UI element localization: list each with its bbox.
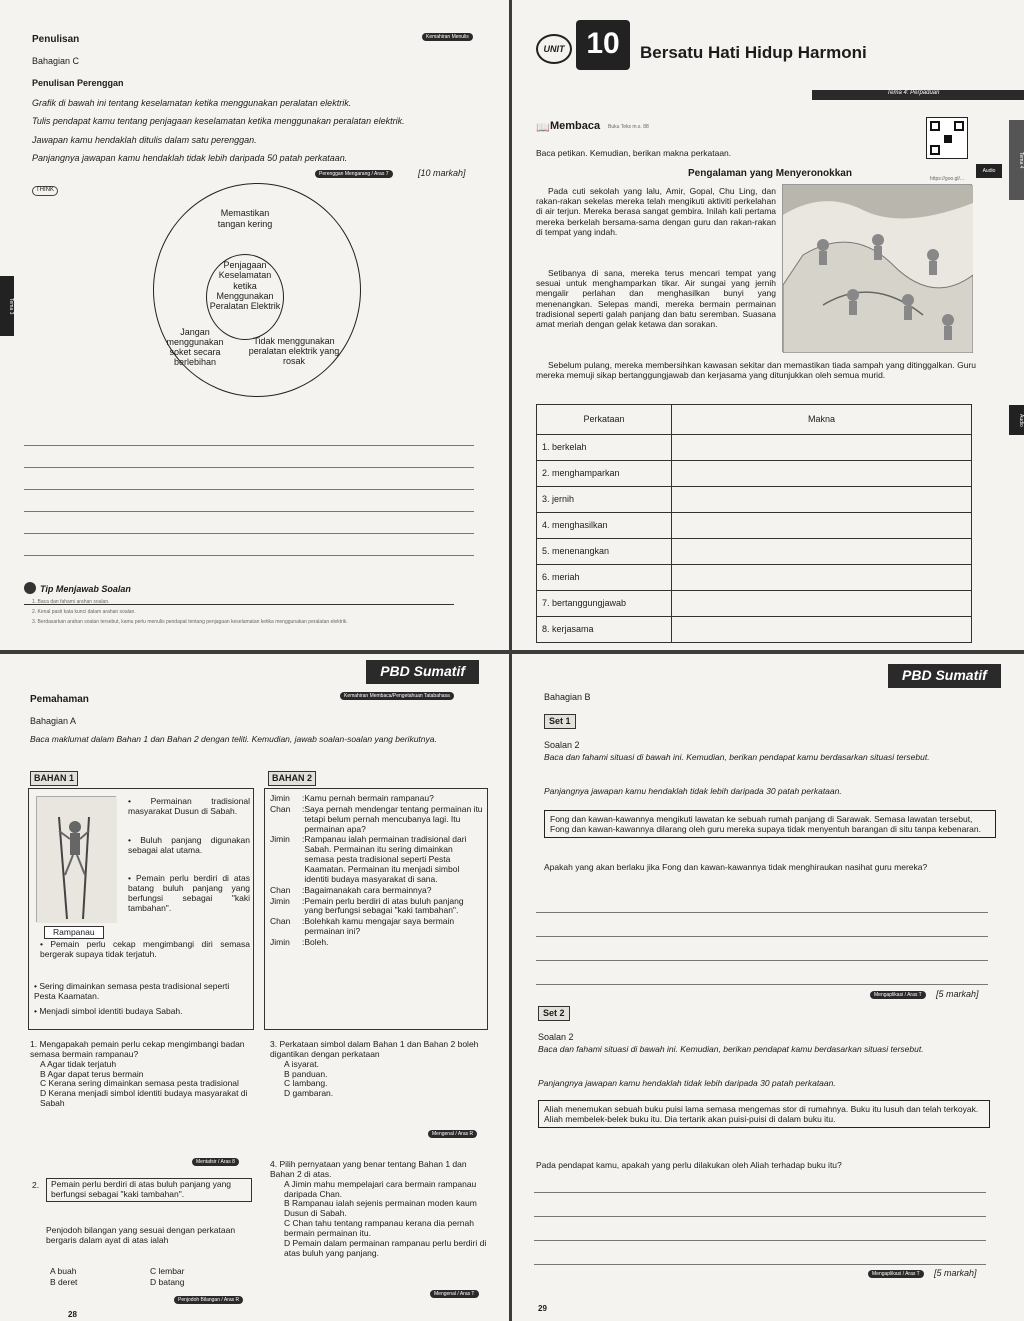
unit-label: UNIT xyxy=(536,34,572,64)
answer-cell[interactable] xyxy=(672,435,972,461)
answer-line[interactable] xyxy=(536,984,988,985)
audio-button[interactable]: Audio xyxy=(976,164,1002,178)
table-row: 5. menenangkan xyxy=(537,539,672,565)
option-c[interactable]: C lembar xyxy=(150,1266,185,1276)
page-number: 29 xyxy=(538,1304,547,1313)
marks: [10 markah] xyxy=(418,168,466,178)
table-row: 7. bertanggungjawab xyxy=(537,591,672,617)
reading-instruction: Baca petikan. Kemudian, berikan makna perkataan. xyxy=(536,148,732,158)
option-a[interactable]: A buah xyxy=(50,1266,77,1276)
option-a[interactable]: A isyarat. xyxy=(284,1058,319,1069)
instruction-2: Tulis pendapat kamu tentang penjagaan keselamatan ketika menggunakan peralatan elektrik. xyxy=(32,116,405,126)
part-label: Bahagian C xyxy=(32,56,80,66)
answer-line[interactable] xyxy=(536,912,988,913)
subsection-title: Penulisan Perenggan xyxy=(32,78,124,88)
passage-title: Pengalaman yang Menyeronokkan xyxy=(688,168,852,179)
option-b[interactable]: B deret xyxy=(50,1276,78,1287)
graphic-top: Memastikan tangan kering xyxy=(217,208,273,230)
graphic-center: Penjagaan Keselamatan ketika Menggunakan Peralatan Elektrik xyxy=(209,260,281,312)
page-number: 28 xyxy=(68,1310,77,1319)
bahan-1-bullet: • Pemain perlu berdiri di atas batang buluh panjang yang berfungsi sebagai "kaki tambahan". xyxy=(128,873,250,913)
set-2-prompt: Pada pendapat kamu, apakah yang perlu dilakukan oleh Aliah terhadap buku itu? xyxy=(536,1160,842,1170)
set-1-label: Set 1 xyxy=(544,714,576,729)
graphic-left: Jangan menggunakan soket secara berlebihan xyxy=(166,327,224,367)
page-top-right xyxy=(512,0,1024,650)
page-bottom-left xyxy=(0,654,509,1321)
option-b[interactable]: B Rampanau ialah sejenis permainan moden kaum Dusun di Sabah. xyxy=(284,1198,477,1219)
answer-line[interactable] xyxy=(24,467,474,468)
set-1-prompt: Apakah yang akan berlaku jika Fong dan kawan-kawannya tidak menghiraukan nasihat guru mereka? xyxy=(544,862,928,872)
marks-tag: Perenggan Mengarang / Aras 7 xyxy=(315,170,393,178)
question-1: 1. Mengapakah pemain perlu cekap mengimbangi badan semasa bermain rampanau? A Agar tidak terjatuh B Agar dapat terus bermain C Kerana sering dimainkan semasa pesta tradisional D Kerana menjadi simbol identiti budaya masyarakat di Sabah xyxy=(30,1040,252,1109)
book-icon: 📖 xyxy=(536,122,550,134)
question-3: 3. Perkataan simbol dalam Bahan 1 dan Bahan 2 boleh digantikan dengan perkataan A isyarat. B panduan. C lambang. D gambaran. xyxy=(270,1040,488,1099)
set-2-situation: Aliah menemukan sebuah buku puisi lama semasa mengemas stor di rumahnya. Buku itu lusuh dan telah terkoyak. Aliah membelek-belek buku itu. Dia tertarik akan puisi-puisi di dalam buku itu. xyxy=(538,1100,990,1128)
answer-line[interactable] xyxy=(24,533,474,534)
section-ref: Buku Teks m.s. 88 xyxy=(608,124,649,130)
question-2-sentence: Pemain perlu berdiri di atas buluh panjang yang berfungsi sebagai "kaki tambahan". xyxy=(46,1178,252,1202)
section-title: Penulisan xyxy=(32,34,80,45)
answer-line[interactable] xyxy=(24,489,474,490)
set-1-instruction: Baca dan fahami situasi di bawah ini. Kemudian, berikan pendapat kamu berdasarkan situasi tersebut. xyxy=(544,752,930,762)
think-icon: THINK xyxy=(32,186,58,196)
set-2-tag: Mengaplikasi / Aras T xyxy=(868,1270,924,1278)
set-1-situation: Fong dan kawan-kawannya mengikuti lawatan ke sebuah rumah panjang di Sarawak. Semasa lawatan tersebut, Fong dan kawan-kawannya dilarang oleh guru mereka supaya tidak menyentuh barangan di situ tanpa kebenaran. xyxy=(544,810,996,838)
answer-cell[interactable] xyxy=(672,513,972,539)
comprehension-instruction: Baca maklumat dalam Bahan 1 dan Bahan 2 dengan teliti. Kemudian, jawab soalan-soalan yang berikutnya. xyxy=(30,734,437,744)
skill-badge: Kemahiran Menulis xyxy=(422,33,473,41)
passage-paragraph-3: Sebelum pulang, mereka membersihkan kawasan sekitar dan memastikan tiada sampah yang ditinggalkan. Guru mereka memuji sikap bertanggungjawab dan kerjasama yang ditunjukkan oleh semua murid. xyxy=(536,360,976,381)
set-2-length: Panjangnya jawapan kamu hendaklah tidak lebih daripada 30 patah perkataan. xyxy=(538,1078,836,1088)
table-row: 8. kerjasama xyxy=(537,617,672,643)
set-2-question: Soalan 2 xyxy=(538,1032,574,1042)
question-4: 4. Pilih pernyataan yang benar tentang Bahan 1 dan Bahan 2 di atas. A Jimin mahu mempelajari cara bermain rampanau daripada Chan. B Rampanau ialah sejenis permainan moden kaum Dusun di Sabah. C Chan tahu tentang rampanau kerana dia pernah bermain permainan itu. D Pemain dalam permainan rampanau perlu berdiri di atas buluh yang panjang. xyxy=(270,1159,487,1258)
pbd-banner: PBD Sumatif xyxy=(366,660,479,684)
table-row: 4. menghasilkan xyxy=(537,513,672,539)
answer-line[interactable] xyxy=(536,960,988,961)
unit-number: 10 xyxy=(576,20,630,70)
question-3-tag: Mengenal / Aras R xyxy=(428,1130,477,1138)
bahan-1-bullet: • Buluh panjang digunakan sebagai alat utama. xyxy=(128,835,250,855)
tip-1: 1. Baca dan fahami arahan soalan. xyxy=(32,599,110,605)
bahan-1-bullet: • Menjadi simbol identiti budaya Sabah. xyxy=(34,1006,183,1016)
table-row: 1. berkelah xyxy=(537,435,672,461)
tips-title: Tip Menjawab Soalan xyxy=(40,584,131,594)
table-header: Makna xyxy=(672,405,972,435)
tip-3: 3. Berdasarkan arahan soalan tersebut, kamu perlu menulis pendapat tentang penjagaan keselamatan ketika menggunakan peralatan elektrik. xyxy=(32,619,348,625)
answer-line[interactable] xyxy=(534,1216,986,1217)
question-2-stem: Penjodoh bilangan yang sesuai dengan perkataan bergaris dalam ayat di atas ialah xyxy=(46,1225,236,1245)
qr-code[interactable] xyxy=(926,117,968,159)
table-row: 3. jernih xyxy=(537,487,672,513)
answer-line[interactable] xyxy=(534,1264,986,1265)
option-d[interactable]: D batang xyxy=(150,1276,185,1287)
set-1-question: Soalan 2 xyxy=(544,740,580,750)
page-top-left xyxy=(0,0,509,650)
bahan-1-bullet: • Pemain perlu cekap mengimbangi diri semasa bergerak supaya tidak terjatuh. xyxy=(40,939,250,959)
option-d[interactable]: D Pemain dalam permainan rampanau perlu berdiri di atas buluh yang panjang. xyxy=(284,1237,487,1258)
answer-line[interactable] xyxy=(24,555,474,556)
section-title: Pemahaman xyxy=(30,694,89,705)
tip-2: 2. Kenal pasti kata kunci dalam arahan soalan. xyxy=(32,609,136,615)
part-label: Bahagian A xyxy=(30,716,77,726)
answer-line[interactable] xyxy=(536,936,988,937)
page-bottom-right xyxy=(512,654,1024,1321)
bahan-1-label: BAHAN 1 xyxy=(30,771,78,786)
instruction-1: Grafik di bawah ini tentang keselamatan ketika menggunakan peralatan elektrik. xyxy=(32,98,352,108)
bahan-2-label: BAHAN 2 xyxy=(268,771,316,786)
option-a[interactable]: A Agar tidak terjatuh xyxy=(40,1058,117,1069)
side-tab: Tema 4 xyxy=(1009,120,1024,200)
question-2-tag: Penjodoh Bilangan / Aras R xyxy=(174,1296,243,1304)
option-d[interactable]: D gambaran. xyxy=(284,1088,334,1099)
option-a[interactable]: A Jimin mahu mempelajari cara bermain rampanau daripada Chan. xyxy=(284,1178,477,1199)
dialogue: Jimin : Kamu pernah bermain rampanau? Chan : Saya pernah mendengar tentang permainan itu tetapi belum pernah mencubanya lagi. Itu permainan apa? Jimin : Rampanau ialah permainan tradisional dari Sabah. Permainan itu sering dimainkan semasa pesta tradisional seperti Pesta Kaamatan. Permainan itu menjadi simbol identiti budaya masyarakat di sana. Chan : Bagaimanakah cara bermainnya? Jimin : Pemain perlu berdiri di atas buluh panjang yang berfungsi sebagai "kaki tambahan". Chan : Bolehkah kamu mengajar saya bermain permainan ini? Jimin : Boleh. xyxy=(270,793,483,948)
table-header: Perkataan xyxy=(537,405,672,435)
unit-title: Bersatu Hati Hidup Harmoni xyxy=(640,43,867,62)
option-d[interactable]: D Kerana menjadi simbol identiti budaya masyarakat di Sabah xyxy=(40,1088,248,1109)
section-title: Membaca xyxy=(550,120,601,132)
set-1-marks: [5 markah] xyxy=(936,989,979,999)
image-caption: Rampanau xyxy=(44,926,104,939)
side-tab: Tema 3 xyxy=(0,276,14,336)
instruction-4: Panjangnya jawapan kamu hendaklah tidak lebih daripada 50 patah perkataan. xyxy=(32,153,348,163)
set-2-instruction: Baca dan fahami situasi di bawah ini. Kemudian, berikan pendapat kamu berdasarkan situasi tersebut. xyxy=(538,1044,924,1054)
option-c[interactable]: C Kerana sering dimainkan semasa pesta tradisional xyxy=(40,1078,239,1089)
bahan-1-bullet: • Permainan tradisional masyarakat Dusun di Sabah. xyxy=(128,796,250,816)
answer-line[interactable] xyxy=(24,445,474,446)
instruction-3: Jawapan kamu hendaklah ditulis dalam satu perenggan. xyxy=(32,135,257,145)
answer-cell[interactable] xyxy=(672,617,972,643)
graphic-right: Tidak menggunakan peralatan elektrik yang rosak xyxy=(248,336,340,366)
answer-cell[interactable] xyxy=(672,487,972,513)
table-row: 6. meriah xyxy=(537,565,672,591)
option-c[interactable]: C lambang. xyxy=(284,1078,328,1089)
question-1-tag: Mentafsir / Aras 8 xyxy=(192,1158,239,1166)
tip-icon xyxy=(24,582,36,594)
table-row: 2. menghamparkan xyxy=(537,461,672,487)
option-b[interactable]: B Agar dapat terus bermain xyxy=(40,1068,144,1079)
answer-line[interactable] xyxy=(24,511,474,512)
answer-cell[interactable] xyxy=(672,461,972,487)
qr-caption: https://goo.gl/... xyxy=(929,176,965,182)
pbd-banner: PBD Sumatif xyxy=(888,664,1001,688)
passage-paragraph-2: Setibanya di sana, mereka terus mencari tempat yang sesuai untuk menghamparkan tikar. Air sungai yang jernih mengalir perlahan dan menghasilkan bunyi yang menenangkan. Selepas mandi, mereka bermain permainan tradisional seperti galah panjang dan batu seremban. Suasana amat meriah dengan gelak ketawa dan sorakan. xyxy=(536,268,776,329)
answer-cell[interactable] xyxy=(672,539,972,565)
rampanau-image xyxy=(36,796,116,922)
option-b[interactable]: B panduan. xyxy=(284,1068,328,1079)
answer-line[interactable] xyxy=(534,1240,986,1241)
set-2-label: Set 2 xyxy=(538,1006,570,1021)
question-2-options xyxy=(50,1266,250,1287)
audio-side-tab: Audio xyxy=(1009,405,1024,435)
skill-badge: Kemahiran Membaca/Pengetahuan Tatabahasa xyxy=(340,692,454,700)
answer-line[interactable] xyxy=(534,1192,986,1193)
theme-tag: Tema 4: Perpaduan xyxy=(887,90,940,96)
vocabulary-table xyxy=(536,404,972,643)
set-2-marks: [5 markah] xyxy=(934,1268,977,1278)
set-1-tag: Mengaplikasi / Aras T xyxy=(870,991,926,999)
answer-cell[interactable] xyxy=(672,565,972,591)
answer-cell[interactable] xyxy=(672,591,972,617)
bahan-1-bullet: • Sering dimainkan semasa pesta tradisional seperti Pesta Kaamatan. xyxy=(34,981,230,1001)
set-1-length: Panjangnya jawapan kamu hendaklah tidak lebih daripada 30 patah perkataan. xyxy=(544,786,842,796)
option-c[interactable]: C Chan tahu tentang rampanau kerana dia pernah bermain permainan itu. xyxy=(284,1218,474,1239)
picnic-illustration xyxy=(782,184,972,352)
part-label: Bahagian B xyxy=(544,692,591,702)
passage-paragraph-1: Pada cuti sekolah yang lalu, Amir, Gopal, Chu Ling, dan rakan-rakan sekelas mereka telah mengikuti aktiviti perkelahan di air terjun. Mereka berasa sangat gembira. Inilah kali pertama mereka berkelah bersama-sama dengan guru dan rakan-rakan di tempat yang indah. xyxy=(536,186,776,237)
question-2-number: 2. xyxy=(32,1180,40,1190)
question-4-tag: Mengenal / Aras T xyxy=(430,1290,479,1298)
